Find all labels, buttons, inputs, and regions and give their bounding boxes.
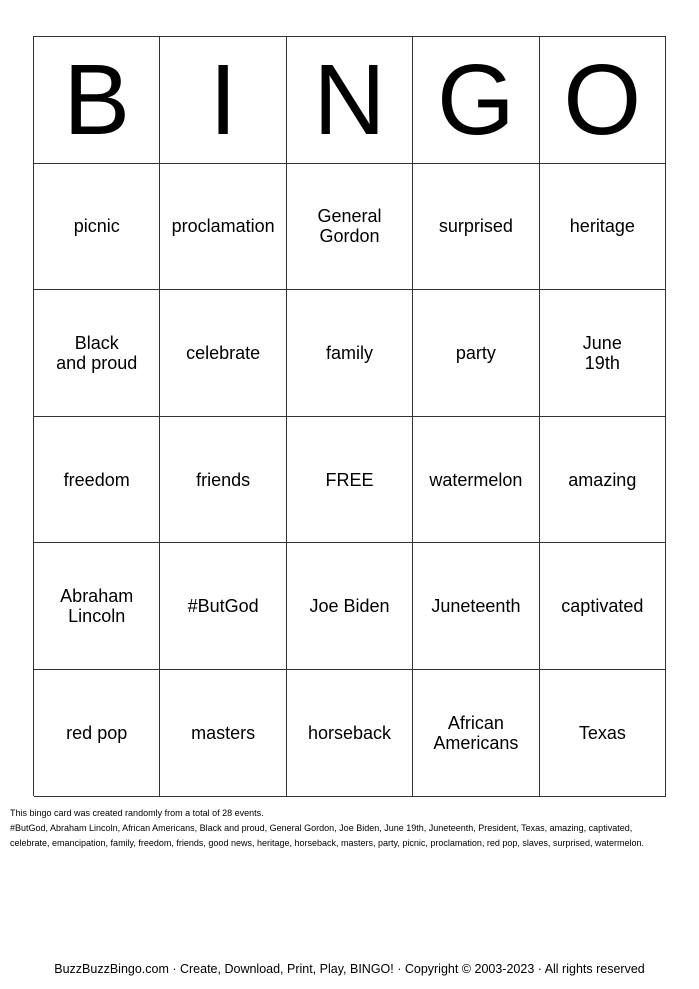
bingo-cell: proclamation <box>160 164 286 291</box>
header-letter-o: O <box>540 37 666 164</box>
bingo-cell: family <box>287 290 413 417</box>
bingo-cell: masters <box>160 670 286 797</box>
bingo-cell: red pop <box>34 670 160 797</box>
bingo-cell: amazing <box>540 417 666 544</box>
bingo-cell: Texas <box>540 670 666 797</box>
grid-row-2 <box>34 290 666 417</box>
bingo-cell: #ButGod <box>160 543 286 670</box>
bingo-cell: captivated <box>540 543 666 670</box>
header-letter-n: N <box>287 37 413 164</box>
bingo-cell: horseback <box>287 670 413 797</box>
free-space-cell: FREE <box>287 417 413 544</box>
grid-row-3 <box>34 417 666 544</box>
notes-summary: This bingo card was created randomly from a total of 28 events. <box>10 808 264 818</box>
bingo-cell: surprised <box>413 164 539 291</box>
bingo-cell: Black and proud <box>34 290 160 417</box>
bingo-cell: Abraham Lincoln <box>34 543 160 670</box>
bingo-cell: watermelon <box>413 417 539 544</box>
bingo-cell: African Americans <box>413 670 539 797</box>
notes-event-list-1: #ButGod, Abraham Lincoln, African Americans, Black and proud, General Gordon, Joe Biden, June 19th, Juneteenth, President, Texas, amazing, captivated, <box>10 823 633 833</box>
header-row <box>34 37 666 164</box>
notes-event-list-2: celebrate, emancipation, family, freedom, friends, good news, heritage, horseback, masters, party, picnic, proclamation, red pop, slaves, surprised, watermelon. <box>10 838 644 848</box>
header-letter-b: B <box>34 37 160 164</box>
bingo-cell: Joe Biden <box>287 543 413 670</box>
header-letter-i: I <box>160 37 286 164</box>
header-letter-g: G <box>413 37 539 164</box>
bingo-cell: celebrate <box>160 290 286 417</box>
grid-row-5 <box>34 670 666 797</box>
bingo-cell: Juneteenth <box>413 543 539 670</box>
bingo-cell: party <box>413 290 539 417</box>
grid-row-1 <box>34 164 666 291</box>
bingo-cell: General Gordon <box>287 164 413 291</box>
bingo-cell: picnic <box>34 164 160 291</box>
bingo-cell: freedom <box>34 417 160 544</box>
page-footer: BuzzBuzzBingo.com · Create, Download, Print, Play, BINGO! · Copyright © 2003-2023 · All rights reserved <box>54 962 645 976</box>
card-notes <box>10 806 690 851</box>
bingo-card <box>33 36 666 796</box>
bingo-cell: friends <box>160 417 286 544</box>
grid-row-4 <box>34 543 666 670</box>
bingo-cell: June 19th <box>540 290 666 417</box>
bingo-cell: heritage <box>540 164 666 291</box>
